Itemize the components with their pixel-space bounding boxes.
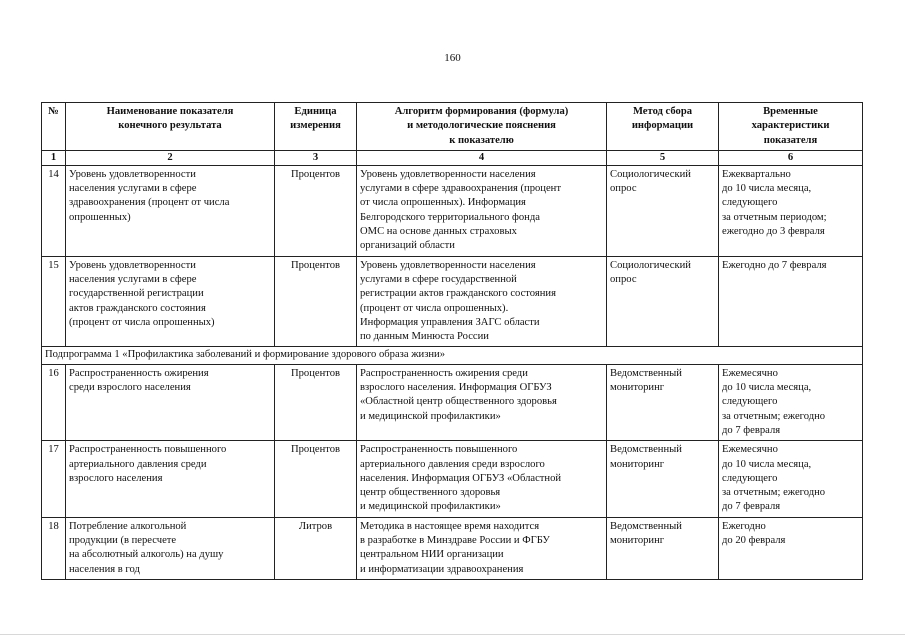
column-number: 6	[719, 150, 863, 165]
header-row	[42, 103, 863, 151]
subprogram-title: Подпрограмма 1 «Профилактика заболеваний и формирование здорового образа жизни»	[42, 347, 863, 364]
column-number: 3	[275, 150, 357, 165]
column-number-row	[42, 150, 863, 165]
column-number: 4	[357, 150, 607, 165]
row-number: 14	[42, 165, 66, 256]
indicators-table	[41, 102, 863, 580]
method-cell: Социологический опрос	[607, 165, 719, 256]
header-method: Метод сбора информации	[607, 103, 719, 151]
method-cell: Ведомственный мониторинг	[607, 441, 719, 517]
method-cell: Социологический опрос	[607, 256, 719, 347]
indicator-name: Потребление алкогольной продукции (в пересчете на абсолютный алкоголь) на душу населения в год	[66, 517, 275, 579]
timing-cell: Ежемесячно до 10 числа месяца, следующего за отчетным; ежегодно до 7 февраля	[719, 364, 863, 440]
column-number: 5	[607, 150, 719, 165]
header-unit: Единица измерения	[275, 103, 357, 151]
unit-cell: Процентов	[275, 165, 357, 256]
row-number: 16	[42, 364, 66, 440]
unit-cell: Процентов	[275, 364, 357, 440]
header-algorithm: Алгоритм формирования (формула) и методологические пояснения к показателю	[357, 103, 607, 151]
indicator-name: Уровень удовлетворенности населения услугами в сфере государственной регистрации актов гражданского состояния (процент от числа опрошенных)	[66, 256, 275, 347]
timing-cell: Ежегодно до 7 февраля	[719, 256, 863, 347]
table-row	[42, 256, 863, 347]
header-number: №	[42, 103, 66, 151]
algorithm-cell: Методика в настоящее время находится в разработке в Минздраве России и ФГБУ центральном НИИ организации и информатизации здравоохранения	[357, 517, 607, 579]
header-indicator-name: Наименование показателя конечного результата	[66, 103, 275, 151]
row-number: 17	[42, 441, 66, 517]
unit-cell: Процентов	[275, 256, 357, 347]
algorithm-cell: Распространенность повышенного артериального давления среди взрослого населения. Информация ОГБУЗ «Областной центр общественного здоровья и медицинской профилактики»	[357, 441, 607, 517]
timing-cell: Ежегодно до 20 февраля	[719, 517, 863, 579]
table-row	[42, 517, 863, 579]
table-row	[42, 364, 863, 440]
page-number: 160	[444, 52, 461, 64]
unit-cell: Процентов	[275, 441, 357, 517]
timing-cell: Ежемесячно до 10 числа месяца, следующего за отчетным; ежегодно до 7 февраля	[719, 441, 863, 517]
column-number: 2	[66, 150, 275, 165]
indicator-name: Распространенность ожирения среди взрослого населения	[66, 364, 275, 440]
subprogram-row	[42, 347, 863, 364]
row-number: 15	[42, 256, 66, 347]
algorithm-cell: Уровень удовлетворенности населения услугами в сфере здравоохранения (процент от числа опрошенных). Информация Белгородского территориального фонда ОМС на основе данных страховых организаций области	[357, 165, 607, 256]
table-row	[42, 165, 863, 256]
unit-cell: Литров	[275, 517, 357, 579]
method-cell: Ведомственный мониторинг	[607, 364, 719, 440]
algorithm-cell: Распространенность ожирения среди взрослого населения. Информация ОГБУЗ «Областной центр общественного здоровья и медицинской профилактики»	[357, 364, 607, 440]
row-number: 18	[42, 517, 66, 579]
algorithm-cell: Уровень удовлетворенности населения услугами в сфере государственной регистрации актов гражданского состояния (процент от числа опрошенных). Информация управления ЗАГС области по данным Минюста России	[357, 256, 607, 347]
indicator-name: Распространенность повышенного артериального давления среди взрослого населения	[66, 441, 275, 517]
column-number: 1	[42, 150, 66, 165]
table-row	[42, 441, 863, 517]
header-timing: Временные характеристики показателя	[719, 103, 863, 151]
timing-cell: Ежеквартально до 10 числа месяца, следующего за отчетным периодом; ежегодно до 3 февраля	[719, 165, 863, 256]
method-cell: Ведомственный мониторинг	[607, 517, 719, 579]
indicator-name: Уровень удовлетворенности населения услугами в сфере здравоохранения (процент от числа опрошенных)	[66, 165, 275, 256]
page-bottom-edge	[0, 634, 905, 635]
